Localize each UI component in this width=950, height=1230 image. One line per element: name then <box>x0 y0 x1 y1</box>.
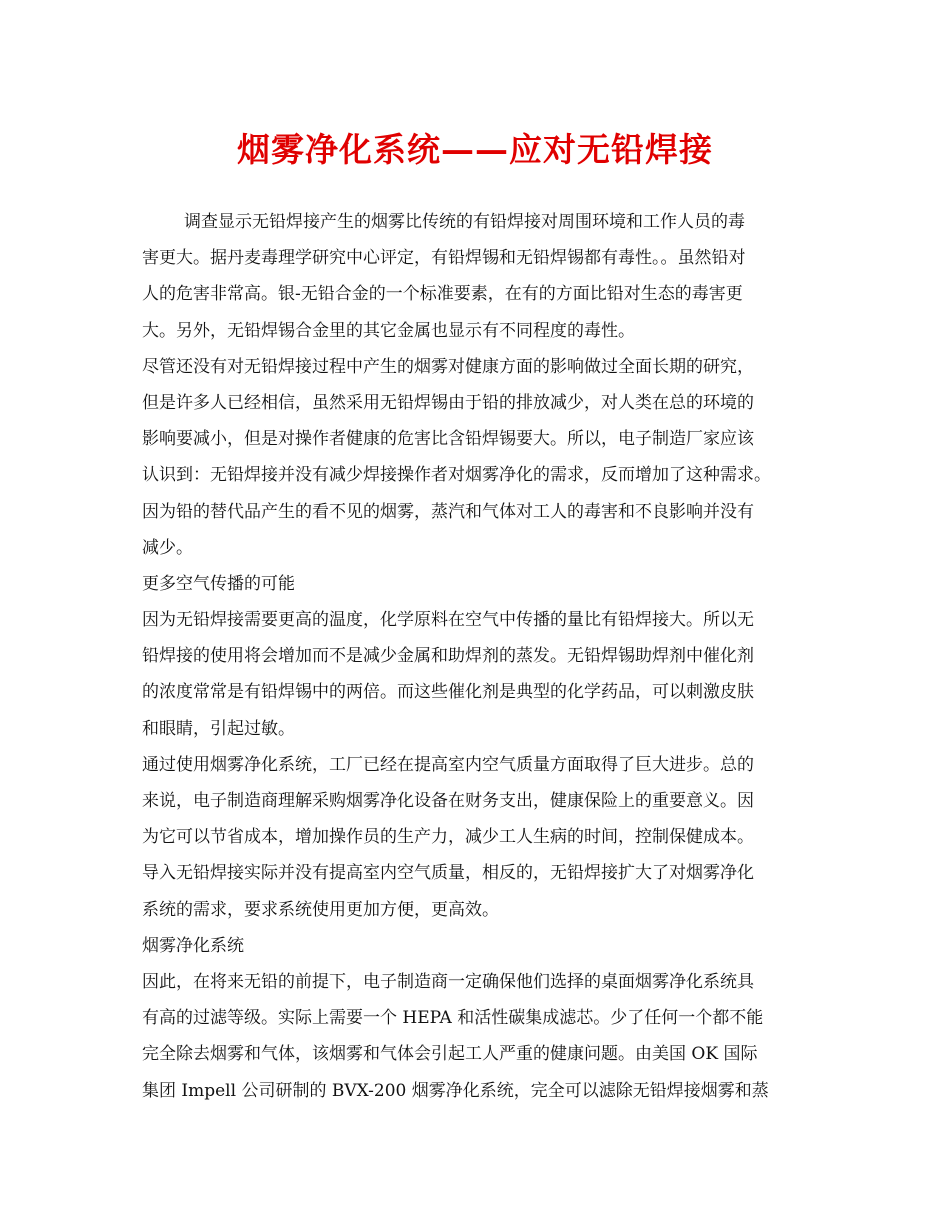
paragraph-line: 来说，电子制造商理解采购烟雾净化设备在财务支出，健康保险上的重要意义。因 <box>142 791 754 811</box>
paragraph-line: 减少。 <box>142 537 193 558</box>
paragraph-line: 害更大。据丹麦毒理学研究中心评定，有铅焊锡和无铅焊锡都有毒性。。虽然铅对 <box>142 248 746 269</box>
paragraph-line: 完全除去烟雾和气体，该烟雾和气体会引起工人严重的健康问题。由美国 OK 国际 <box>142 1044 758 1065</box>
document-title: 烟雾净化系统——应对无铅焊接 <box>237 130 713 169</box>
paragraph-line: 有高的过滤等级。实际上需要一个 HEPA 和活性碳集成滤芯。少了任何一个都不能 <box>142 1008 764 1029</box>
paragraph-line: 大。另外，无铅焊锡合金里的其它金属也显示有不同程度的毒性。 <box>142 320 635 341</box>
section-heading: 更多空气传播的可能 <box>142 573 295 594</box>
section-heading: 烟雾净化系统 <box>142 935 244 956</box>
paragraph-line: 导入无铅焊接实际并没有提高室内空气质量，相反的，无铅焊接扩大了对烟雾净化 <box>142 863 754 884</box>
paragraph-line: 因为无铅焊接需要更高的温度，化学原料在空气中传播的量比有铅焊接大。所以无 <box>142 610 754 631</box>
paragraph-line: 集团 Impell 公司研制的 BVX-200 烟雾净化系统，完全可以滤除无铅焊接烟雾和蒸 <box>142 1080 769 1101</box>
paragraph-line: 和眼睛，引起过敏。 <box>142 718 295 739</box>
paragraph-line: 为它可以节省成本，增加操作员的生产力，减少工人生病的时间，控制保健成本。 <box>142 827 754 848</box>
paragraph-line: 但是许多人已经相信，虽然采用无铅焊锡由于铅的排放减少，对人类在总的环境的 <box>142 392 754 413</box>
paragraph-line: 因此，在将来无铅的前提下，电子制造商一定确保他们选择的桌面烟雾净化系统具 <box>142 971 754 992</box>
paragraph-line: 的浓度常常是有铅焊锡中的两倍。而这些催化剂是典型的化学药品，可以刺激皮肤 <box>142 682 754 703</box>
paragraph-line: 影响要减小，但是对操作者健康的危害比含铅焊锡要大。所以，电子制造厂家应该 <box>142 429 754 450</box>
paragraph-line: 通过使用烟雾净化系统，工厂已经在提高室内空气质量方面取得了巨大进步。总的 <box>142 754 754 775</box>
paragraph-line: 铅焊接的使用将会增加而不是减少金属和助焊剂的蒸发。无铅焊锡助焊剂中催化剂 <box>142 646 754 667</box>
document-body <box>142 204 822 1109</box>
paragraph-line: 认识到：无铅焊接并没有减少焊接操作者对烟雾净化的需求，反而增加了这种需求。 <box>142 465 771 486</box>
paragraph-line: 系统的需求，要求系统使用更加方便，更高效。 <box>142 899 499 920</box>
paragraph-line: 因为铅的替代品产生的看不见的烟雾，蒸汽和气体对工人的毒害和不良影响并没有 <box>142 501 754 522</box>
paragraph-line: 人的危害非常高。银-无铅合金的一个标准要素，在有的方面比铅对生态的毒害更 <box>142 284 743 305</box>
paragraph-line: 尽管还没有对无铅焊接过程中产生的烟雾对健康方面的影响做过全面长期的研究， <box>142 356 754 377</box>
paragraph-line: 调查显示无铅焊接产生的烟雾比传统的有铅焊接对周围环境和工作人员的毒 <box>184 212 745 232</box>
